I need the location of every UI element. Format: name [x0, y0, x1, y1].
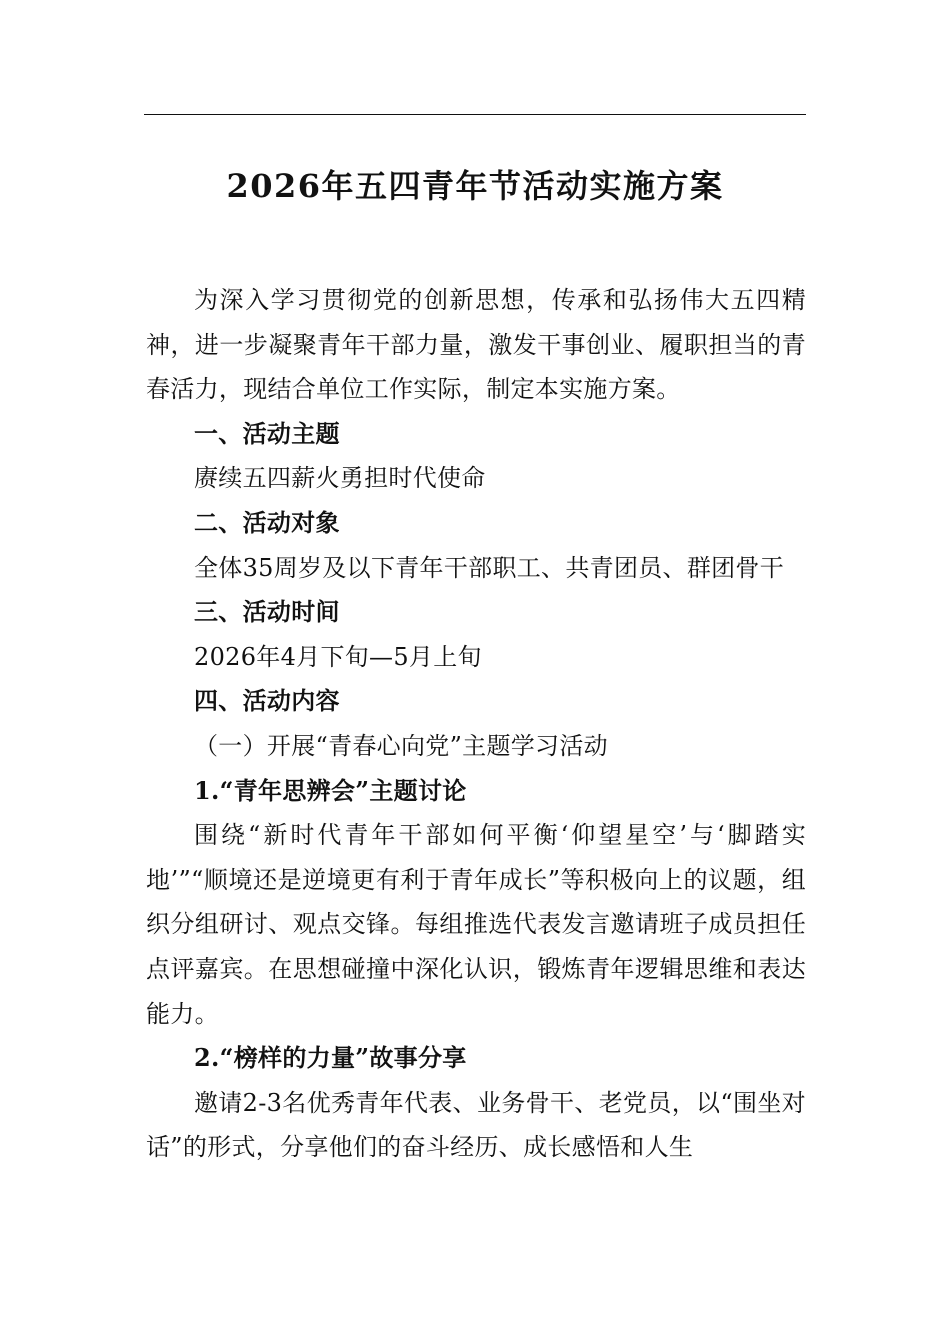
item-2-heading: 2.“榜样的力量”故事分享 [194, 1043, 467, 1073]
item-1-text: 围绕“新时代青年干部如何平衡‘仰望星空’与‘脚踏实地’”“顺境还是逆境更有利于青年成长”等积极向上的议题，组织分组研讨、观点交锋。每组推选代表发言邀请班子成员担任点评嘉宾。在思想碰撞中深化认识，锻炼青年逻辑思维和表达能力。 [146, 821, 806, 1028]
section-1-heading: 一、活动主题 [194, 419, 340, 448]
section-3-text: 2026年4月下旬—5月上旬 [194, 642, 482, 671]
section-2-heading: 二、活动对象 [194, 508, 340, 537]
section-4-heading: 四、活动内容 [194, 687, 340, 716]
section-1-text: 赓续五四薪火勇担时代使命 [194, 464, 486, 493]
section-2-text: 全体35周岁及以下青年干部职工、共青团员、群团骨干 [194, 553, 785, 582]
intro-paragraph: 为深入学习贯彻党的创新思想，传承和弘扬伟大五四精神，进一步凝聚青年干部力量，激发干事创业、履职担当的青春活力，现结合单位工作实际，制定本实施方案。 [146, 286, 806, 404]
item-2-text: 邀请2-3名优秀青年代表、业务骨干、老党员，以“围坐对话”的形式，分享他们的奋斗经历、成长感悟和人生 [146, 1088, 806, 1162]
item-1-heading: 1.“青年思辨会”主题讨论 [194, 775, 467, 805]
section-4-subheading-1: （一）开展“青春心向党”主题学习活动 [194, 731, 608, 760]
document-body [146, 278, 806, 1170]
header-rule [144, 114, 806, 115]
document-title: 2026年五四青年节活动实施方案 [226, 167, 724, 205]
section-3-heading: 三、活动时间 [194, 598, 340, 627]
